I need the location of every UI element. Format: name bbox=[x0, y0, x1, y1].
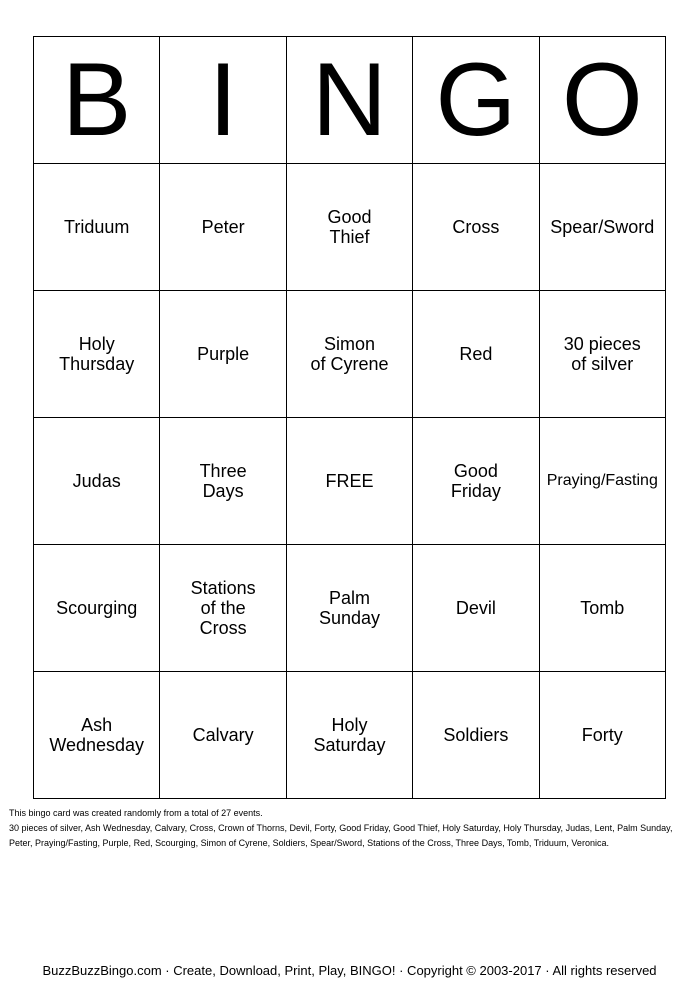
card-info bbox=[9, 806, 690, 851]
bingo-row-4 bbox=[34, 545, 666, 672]
info-event-list: 30 pieces of silver, Ash Wednesday, Calvary, Cross, Crown of Thorns, Devil, Forty, Good Friday, Good Thief, Holy Saturday, Holy Thursday, Judas, Lent, Palm Sunday, Peter, Praying/Fasting, Purple, Red, Scourging, Simon of Cyrene, Soldiers, Spear/Sword, Stations of the Cross, Three Days, Tomb, Triduum, Veronica. bbox=[9, 823, 673, 848]
bingo-cell: Soldiers bbox=[413, 672, 539, 799]
bingo-header-row bbox=[34, 37, 666, 164]
bingo-card bbox=[33, 36, 666, 799]
header-letter-i: I bbox=[160, 37, 286, 164]
bingo-cell: Good Friday bbox=[413, 418, 539, 545]
bingo-cell: Peter bbox=[160, 164, 286, 291]
bingo-cell: Judas bbox=[34, 418, 160, 545]
header-letter-o: O bbox=[539, 37, 665, 164]
bingo-cell: Scourging bbox=[34, 545, 160, 672]
bingo-cell: Holy Saturday bbox=[286, 672, 412, 799]
bingo-cell: Good Thief bbox=[286, 164, 412, 291]
bingo-free-space: FREE bbox=[286, 418, 412, 545]
bingo-cell: Three Days bbox=[160, 418, 286, 545]
header-letter-n: N bbox=[286, 37, 412, 164]
bingo-row-3 bbox=[34, 418, 666, 545]
bingo-cell: Tomb bbox=[539, 545, 665, 672]
bingo-cell: Devil bbox=[413, 545, 539, 672]
bingo-cell: Holy Thursday bbox=[34, 291, 160, 418]
header-letter-b: B bbox=[34, 37, 160, 164]
bingo-cell: 30 pieces of silver bbox=[539, 291, 665, 418]
bingo-cell: Red bbox=[413, 291, 539, 418]
bingo-cell: Forty bbox=[539, 672, 665, 799]
bingo-cell: Cross bbox=[413, 164, 539, 291]
bingo-row-5 bbox=[34, 672, 666, 799]
bingo-cell: Palm Sunday bbox=[286, 545, 412, 672]
bingo-cell: Ash Wednesday bbox=[34, 672, 160, 799]
header-letter-g: G bbox=[413, 37, 539, 164]
footer-copyright: BuzzBuzzBingo.com · Create, Download, Print, Play, BINGO! · Copyright © 2003-2017 · All rights reserved bbox=[42, 963, 657, 978]
bingo-row-2 bbox=[34, 291, 666, 418]
bingo-cell: Praying/Fasting bbox=[539, 418, 665, 545]
bingo-row-1 bbox=[34, 164, 666, 291]
bingo-cell: Calvary bbox=[160, 672, 286, 799]
bingo-cell: Triduum bbox=[34, 164, 160, 291]
bingo-cell: Spear/Sword bbox=[539, 164, 665, 291]
info-summary: This bingo card was created randomly from a total of 27 events. bbox=[9, 808, 263, 818]
bingo-cell: Purple bbox=[160, 291, 286, 418]
bingo-cell: Stations of the Cross bbox=[160, 545, 286, 672]
bingo-cell: Simon of Cyrene bbox=[286, 291, 412, 418]
